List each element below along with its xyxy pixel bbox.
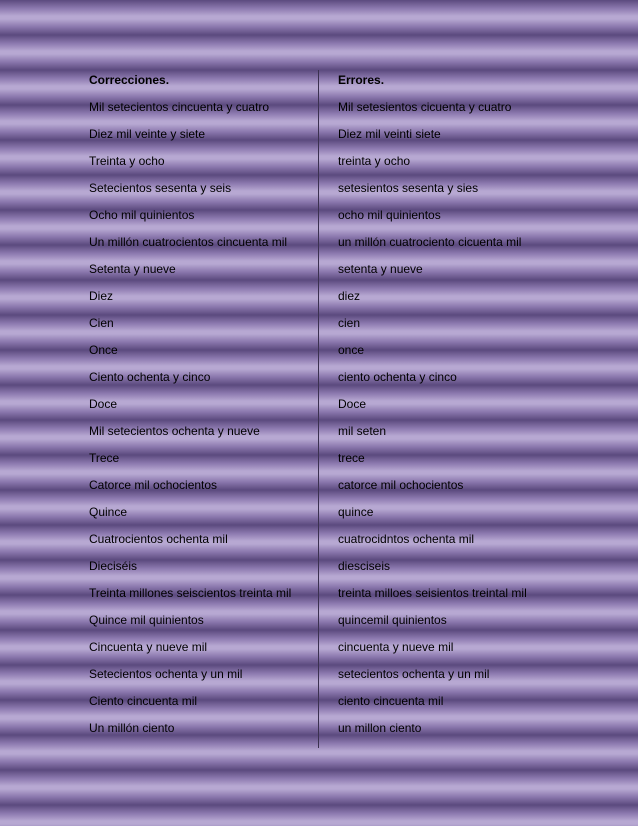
errors-heading: Errores. (338, 73, 385, 87)
error-item: catorce mil ochocientos (338, 478, 464, 492)
error-item: Mil setesientos cicuenta y cuatro (338, 100, 512, 114)
correction-item: Un millón cuatrocientos cincuenta mil (89, 235, 288, 249)
correction-item: Diez (89, 289, 114, 303)
error-item: Diez mil veinti siete (338, 127, 441, 141)
error-item: quince (338, 505, 374, 519)
error-item: setecientos ochenta y un mil (338, 667, 490, 681)
correction-item: Dieciséis (89, 559, 138, 573)
error-item: ciento ochenta y cinco (338, 370, 457, 384)
error-item: once (338, 343, 365, 357)
correction-item: Mil setecientos cincuenta y cuatro (89, 100, 270, 114)
error-item: cincuenta y nueve mil (338, 640, 454, 654)
corrections-column (89, 67, 317, 742)
correction-item: Quince (89, 505, 128, 519)
error-item: cien (338, 316, 361, 330)
error-item: diez (338, 289, 361, 303)
error-item: treinta milloes seisientos treintal mil (338, 586, 527, 600)
error-item: un millón cuatrociento cicuenta mil (338, 235, 522, 249)
error-item: ciento cincuenta mil (338, 694, 444, 708)
correction-item: Catorce mil ochocientos (89, 478, 218, 492)
error-item: trece (338, 451, 365, 465)
correction-item: Ciento cincuenta mil (89, 694, 198, 708)
correction-item: Cincuenta y nueve mil (89, 640, 208, 654)
correction-item: Trece (89, 451, 120, 465)
error-item: Doce (338, 397, 367, 411)
error-item: un millon ciento (338, 721, 422, 735)
correction-item: Cuatrocientos ochenta mil (89, 532, 228, 546)
error-item: setesientos sesenta y sies (338, 181, 479, 195)
corrections-heading: Correcciones. (89, 73, 170, 87)
correction-item: Setecientos sesenta y seis (89, 181, 232, 195)
correction-item: Treinta millones seiscientos treinta mil (89, 586, 292, 600)
correction-item: Doce (89, 397, 118, 411)
correction-item: Ciento ochenta y cinco (89, 370, 211, 384)
correction-item: Un millón ciento (89, 721, 175, 735)
correction-item: Quince mil quinientos (89, 613, 204, 627)
error-item: mil seten (338, 424, 387, 438)
error-item: treinta y ocho (338, 154, 411, 168)
column-divider (318, 70, 319, 748)
error-item: quincemil quinientos (338, 613, 447, 627)
correction-item: Treinta y ocho (89, 154, 165, 168)
error-item: diesciseis (338, 559, 391, 573)
correction-item: Cien (89, 316, 114, 330)
correction-item: Setenta y nueve (89, 262, 176, 276)
correction-item: Ocho mil quinientos (89, 208, 195, 222)
correction-item: Mil setecientos ochenta y nueve (89, 424, 260, 438)
correction-item: Diez mil veinte y siete (89, 127, 206, 141)
correction-item: Once (89, 343, 118, 357)
error-item: cuatrocidntos ochenta mil (338, 532, 475, 546)
error-item: setenta y nueve (338, 262, 423, 276)
error-item: ocho mil quinientos (338, 208, 441, 222)
errors-column (338, 67, 618, 742)
correction-item: Setecientos ochenta y un mil (89, 667, 243, 681)
